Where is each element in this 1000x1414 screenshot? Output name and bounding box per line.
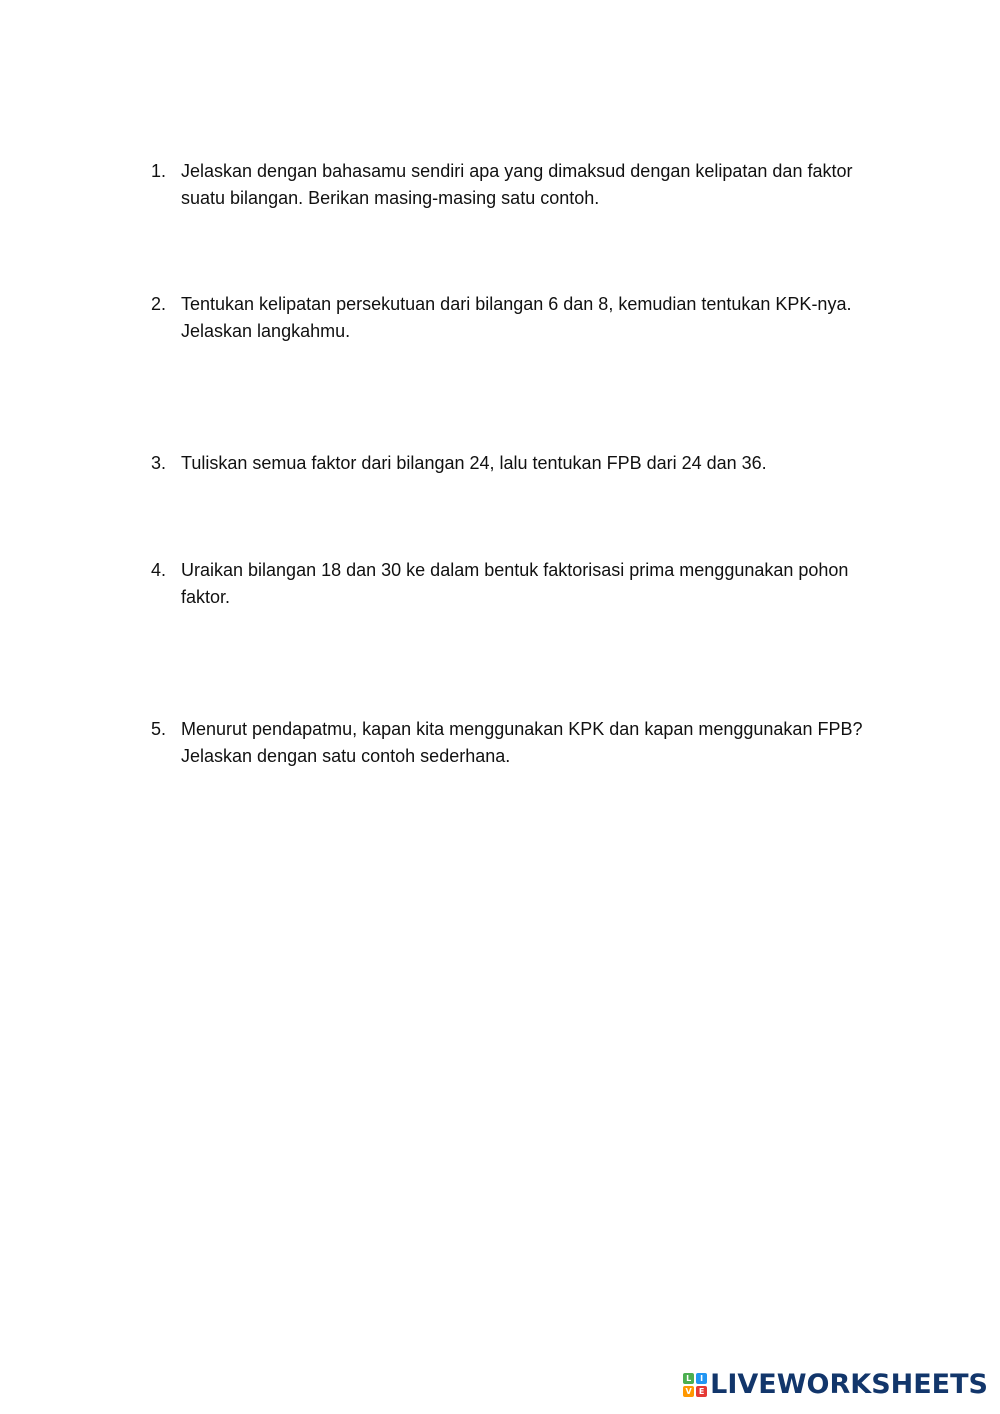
question-4 <box>151 557 881 611</box>
question-text: Tuliskan semua faktor dari bilangan 24, lalu tentukan FPB dari 24 dan 36. <box>181 453 767 473</box>
question-number: 1. <box>151 161 167 181</box>
liveworksheets-logo <box>683 1370 988 1400</box>
question-text: Jelaskan dengan bahasamu sendiri apa yang dimaksud dengan kelipatan dan faktor suatu bilangan. Berikan masing-masing satu contoh. <box>181 161 853 208</box>
logo-cell-l: L <box>683 1373 694 1384</box>
logo-grid-icon <box>683 1373 707 1397</box>
question-number: 2. <box>151 294 167 314</box>
question-number: 5. <box>151 719 167 739</box>
question-text: Menurut pendapatmu, kapan kita menggunakan KPK dan kapan menggunakan FPB? Jelaskan dengan satu contoh sederhana. <box>181 719 863 766</box>
question-3 <box>151 450 881 477</box>
logo-cell-v: V <box>683 1386 694 1397</box>
question-text: Uraikan bilangan 18 dan 30 ke dalam bentuk faktorisasi prima menggunakan pohon faktor. <box>181 560 849 607</box>
question-1 <box>151 158 881 212</box>
question-2 <box>151 291 881 345</box>
logo-cell-i: I <box>696 1373 707 1384</box>
question-number: 3. <box>151 453 167 473</box>
question-number: 4. <box>151 560 167 580</box>
question-text: Tentukan kelipatan persekutuan dari bilangan 6 dan 8, kemudian tentukan KPK-nya. Jelaskan langkahmu. <box>181 294 852 341</box>
question-5 <box>151 716 881 770</box>
logo-cell-e: E <box>696 1386 707 1397</box>
logo-text: LIVEWORKSHEETS <box>710 1369 988 1400</box>
